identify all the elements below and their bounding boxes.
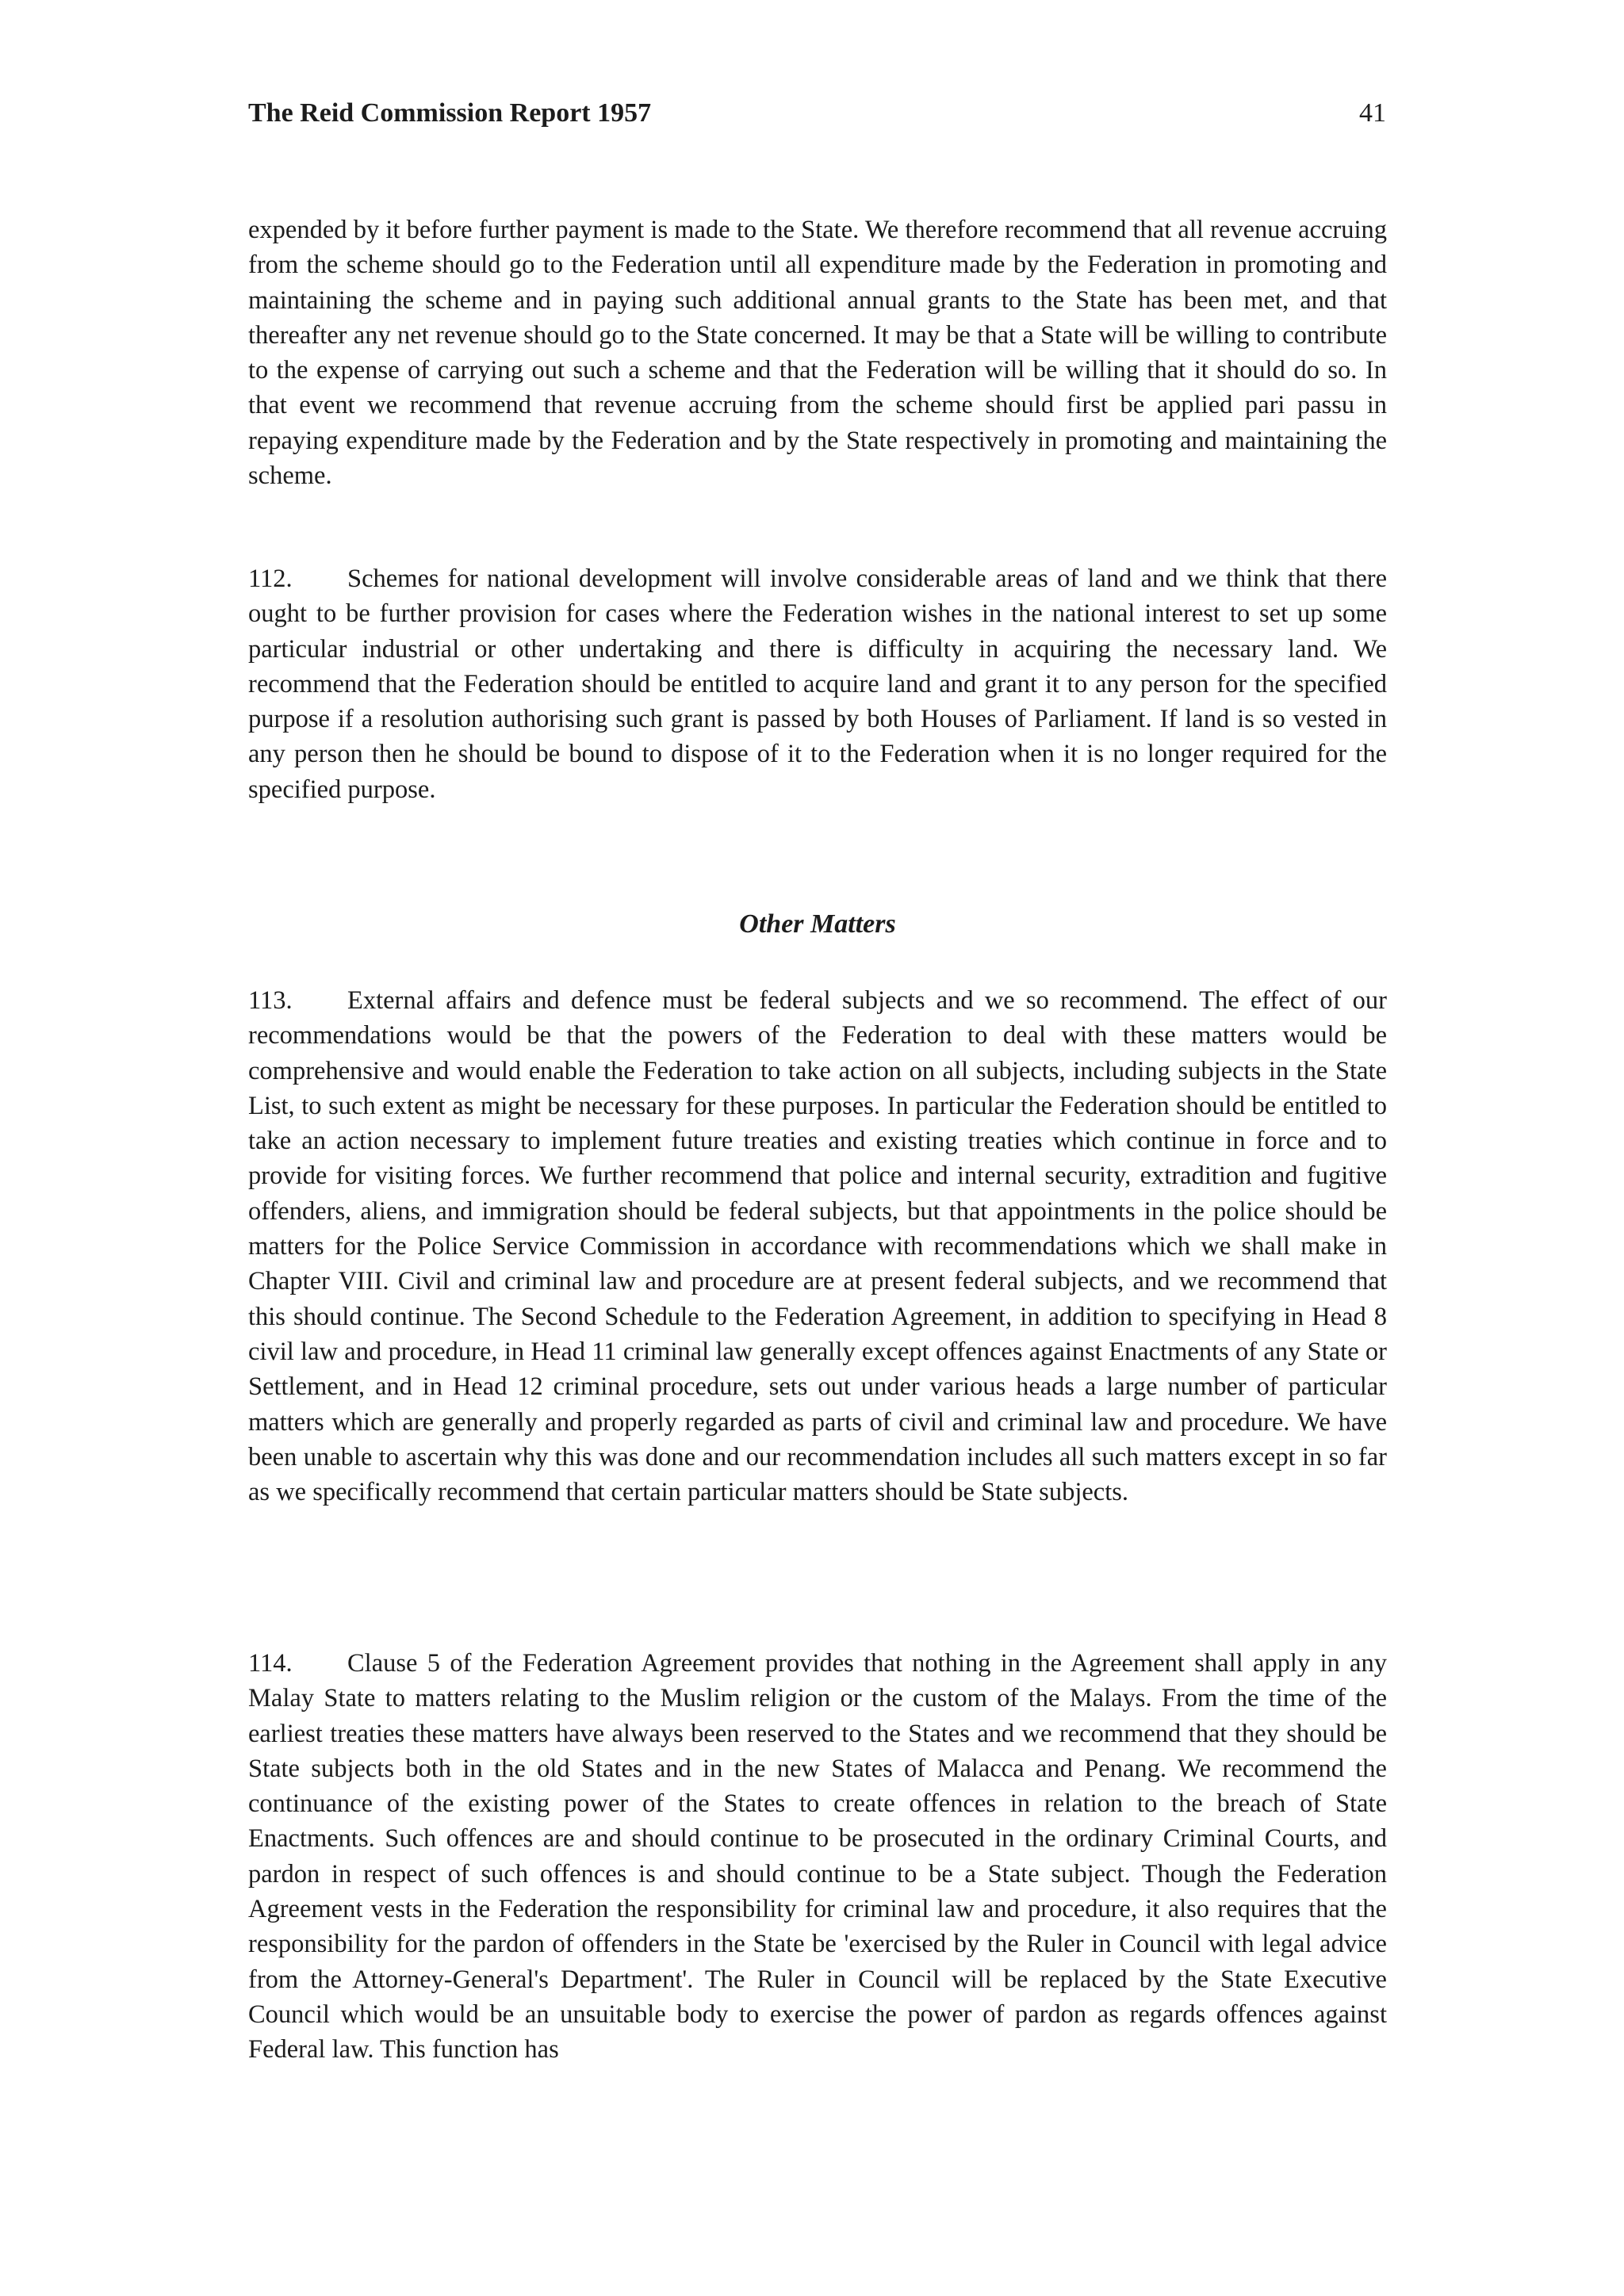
paragraph-114: [248, 1646, 1387, 2068]
paragraph-number: 112.: [248, 564, 293, 593]
paragraph-113: [248, 983, 1387, 1510]
page-number: 41: [1359, 98, 1386, 128]
paragraph-continued: [248, 212, 1387, 493]
paragraph-number: 114.: [248, 1649, 293, 1678]
paragraph-text: expended by it before further payment is made to the State. We therefore recommend that all revenue accruing from the scheme should go to the Federation until all expenditure made by the Federation in promoting and maintaining the scheme and in paying such additional annual grants to the State has been met, and that thereafter any net revenue should go to the State concerned. It may be that a State will be willing to contribute to the expense of carrying out such a scheme and that the Federation will be willing that it should do so. In that event we recommend that revenue accruing from the scheme should first be applied pari passu in repaying expenditure made by the Federation and by the State respectively in promoting and maintaining the scheme.: [248, 216, 1387, 491]
paragraph-text: Clause 5 of the Federation Agreement provides that nothing in the Agreement shall apply in any Malay State to matters relating to the Muslim religion or the custom of the Malays. From the time of the earliest treaties these matters have always been reserved to the States and we recommend that they should be State subjects both in the old States and in the new States of Malacca and Penang. We recommend the continuance of the existing power of the States to create offences in relation to the breach of State Enactments. Such offences are and should continue to be prosecuted in the ordinary Criminal Courts, and pardon in respect of such offences is and should continue to be a State subject. Though the Federation Agreement vests in the Federation the responsibility for criminal law and procedure, it also requires that the responsibility for the pardon of offenders in the State be 'exercised by the Ruler in Council with legal advice from the Attorney-General's Department'. The Ruler in Council will be replaced by the State Executive Council which would be an unsuitable body to exercise the power of pardon as regards offences against Federal law. This function has: [248, 1649, 1387, 2064]
running-header-title: The Reid Commission Report 1957: [248, 98, 652, 128]
section-heading: Other Matters: [739, 909, 896, 939]
paragraph-text: Schemes for national development will involve considerable areas of land and we think that there ought to be further provision for cases where the Federation wishes in the national interest to set up some particular industrial or other undertaking and there is difficulty in acquiring the necessary land. We recommend that the Federation should be entitled to acquire land and grant it to any person for the specified purpose if a resolution authorising such grant is passed by both Houses of Parliament. If land is so vested in any person then he should be bound to dispose of it to the Federation when it is no longer required for the specified purpose.: [248, 564, 1387, 804]
paragraph-text: External affairs and defence must be federal subjects and we so recommend. The effect of our recommendations would be that the powers of the Federation to deal with these matters would be comprehensive and would enable the Federation to take action on all subjects, including subjects in the State List, to such extent as might be necessary for these purposes. In particular the Federation should be entitled to take an action necessary to implement future treaties and existing treaties which continue in force and to provide for visiting forces. We further recommend that police and internal security, extradition and fugitive offenders, aliens, and immigration should be federal subjects, but that appointments in the police should be matters for the Police Service Commission in accordance with recommendations which we shall make in Chapter VIII. Civil and criminal law and procedure are at present federal subjects, and we recommend that this should continue. The Second Schedule to the Federation Agreement, in addition to specifying in Head 8 civil law and procedure, in Head 11 criminal law generally except offences against Enactments of any State or Settlement, and in Head 12 criminal procedure, sets out under various heads a large number of particular matters which are generally and properly regarded as parts of civil and criminal law and procedure. We have been unable to ascertain why this was done and our recommendation includes all such matters except in so far as we specifically recommend that certain particular matters should be State subjects.: [248, 986, 1387, 1507]
paragraph-number: 113.: [248, 986, 293, 1015]
paragraph-112: [248, 561, 1387, 807]
